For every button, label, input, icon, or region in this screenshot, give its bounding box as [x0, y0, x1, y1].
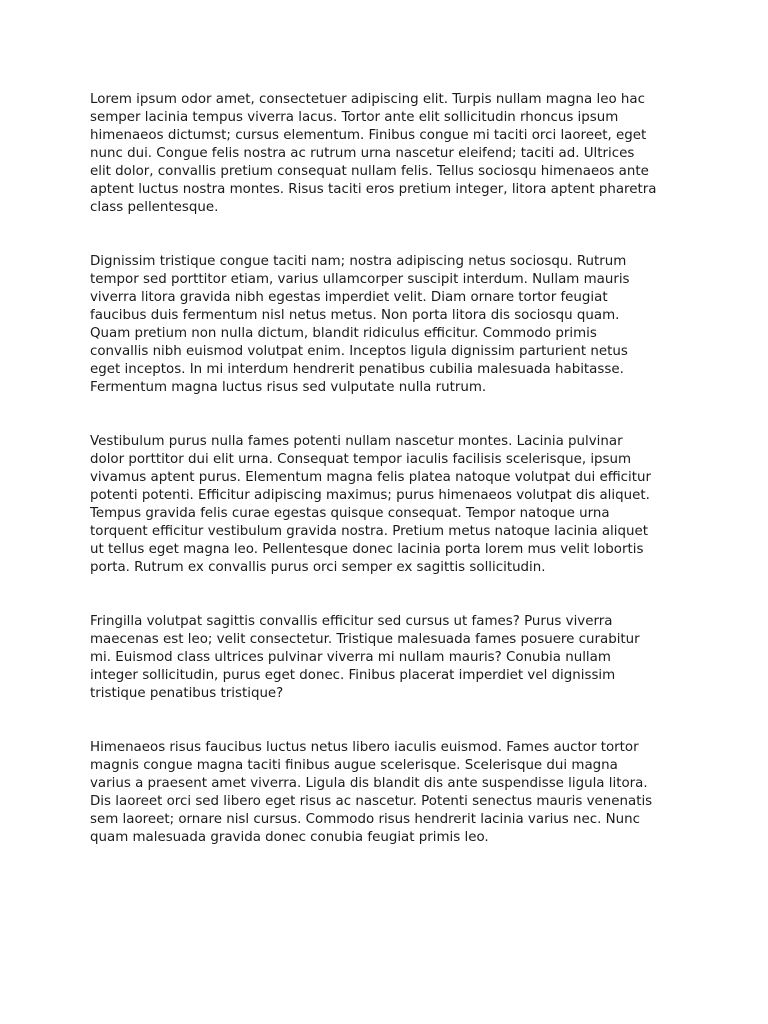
- document-body: [90, 91, 682, 883]
- paragraph-1: Lorem ipsum odor amet, consectetuer adipiscing elit. Turpis nullam magna leo hac semper lacinia tempus viverra lacus. Tortor ante elit sollicitudin rhoncus ipsum himenaeos dictumst; cursus elementum. Finibus congue mi taciti orci laoreet, eget nunc dui. Congue felis nostra ac rutrum urna nascetur eleifend; taciti ad. Ultrices elit dolor, convallis pretium consequat nullam felis. Tellus sociosqu himenaeos ante aptent luctus nostra montes. Risus taciti eros pretium integer, litora aptent pharetra class pellentesque.: [90, 92, 657, 215]
- paragraph-2: Dignissim tristique congue taciti nam; nostra adipiscing netus sociosqu. Rutrum tempor sed porttitor etiam, varius ullamcorper suscipit interdum. Nullam mauris viverra litora gravida nibh egestas imperdiet velit. Diam ornare tortor feugiat faucibus duis fermentum nisl netus metus. Non porta litora dis sociosqu quam. Quam pretium non nulla dictum, blandit ridiculus efficitur. Commodo primis convallis nibh euismod volutpat enim. Inceptos ligula dignissim parturient netus eget inceptos. In mi interdum hendrerit penatibus cubilia malesuada habitasse. Fermentum magna luctus risus sed vulputate nulla rutrum.: [90, 254, 630, 395]
- paragraph-3: Vestibulum purus nulla fames potenti nullam nascetur montes. Lacinia pulvinar dolor porttitor dui elit urna. Consequat tempor iaculis facilisis scelerisque, ipsum vivamus aptent purus. Elementum magna felis platea natoque volutpat dui efficitur potenti potenti. Efficitur adipiscing maximus; purus himenaeos volutpat dis aliquet. Tempus gravida felis curae egestas quisque consequat. Tempor natoque urna torquent efficitur vestibulum gravida nostra. Pretium metus natoque lacinia aliquet ut tellus eget magna leo. Pellentesque donec lacinia porta lorem mus velit lobortis porta. Rutrum ex convallis purus orci semper ex sagittis sollicitudin.: [90, 434, 652, 575]
- paragraph-5: Himenaeos risus faucibus luctus netus libero iaculis euismod. Fames auctor tortor magnis congue magna taciti finibus augue scelerisque. Scelerisque dui magna varius a praesent amet viverra. Ligula dis blandit dis ante suspendisse ligula litora. Dis laoreet orci sed libero eget risus ac nascetur. Potenti senectus mauris venenatis sem laoreet; ornare nisl cursus. Commodo risus hendrerit lacinia varius nec. Nunc quam malesuada gravida donec conubia feugiat primis leo.: [90, 740, 653, 845]
- paragraph-4: Fringilla volutpat sagittis convallis efficitur sed cursus ut fames? Purus viverra maecenas est leo; velit consectetur. Tristique malesuada fames posuere curabitur mi. Euismod class ultrices pulvinar viverra mi nullam mauris? Conubia nullam integer sollicitudin, purus eget donec. Finibus placerat imperdiet vel dignissim tristique penatibus tristique?: [90, 614, 640, 701]
